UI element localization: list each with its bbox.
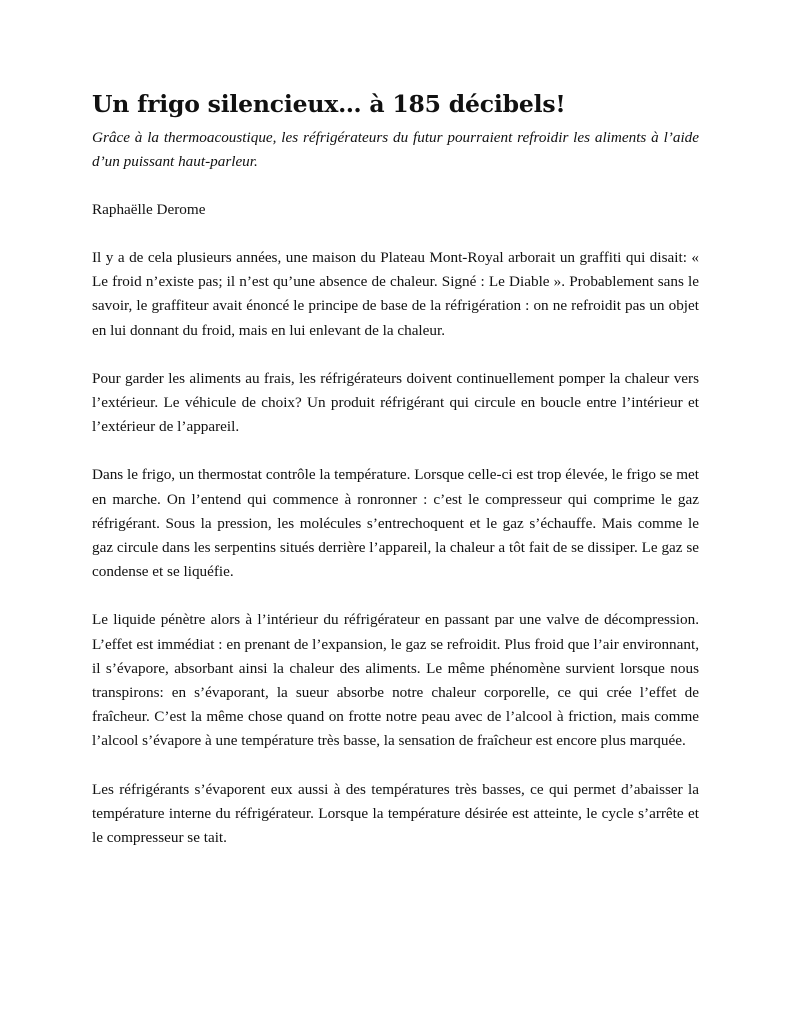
article-lede: Grâce à la thermoacoustique, les réfrigérateurs du futur pourraient refroidir les aliments à l’aide d’un puissant haut-parleur. (92, 129, 699, 170)
article-author: Raphaëlle Derome (92, 201, 206, 218)
article-paragraph: Pour garder les aliments au frais, les réfrigérateurs doivent continuellement pomper la chaleur vers l’extérieur. Le véhicule de choix? Un produit réfrigérant qui circule en boucle entre l’intérieur et l’extérieur de l’appareil. (92, 369, 699, 436)
article-title: Un frigo silencieux… à 185 décibels! (92, 90, 566, 118)
article-paragraph: Dans le frigo, un thermostat contrôle la température. Lorsque celle-ci est trop élevée, le frigo se met en marche. On l’entend qui commence à ronronner : c’est le compresseur qui comprime le gaz réfrigérant. Sous la pression, les molécules s’entrechoquent et le gaz s’échauffe. Mais comme le gaz circule dans les serpentins situés derrière l’appareil, la chaleur a tôt fait de se dissiper. Le gaz se condense et se liquéfie. (92, 466, 699, 581)
article (92, 88, 699, 874)
article-paragraph: Les réfrigérants s’évaporent eux aussi à des températures très basses, ce qui permet d’abaisser la température interne du réfrigérateur. Lorsque la température désirée est atteinte, le cycle s’arrête et le compresseur se tait. (92, 780, 699, 847)
article-paragraph: Il y a de cela plusieurs années, une maison du Plateau Mont-Royal arborait un graffiti qui disait: « Le froid n’existe pas; il n’est qu’une absence de chaleur. Signé : Le Diable ». Probablement sans le savoir, le graffiteur avait énoncé le principe de base de la réfrigération : on ne refroidit pas un objet en lui donnant du froid, mais en lui enlevant de la chaleur. (92, 249, 699, 339)
article-paragraph: Le liquide pénètre alors à l’intérieur du réfrigérateur en passant par une valve de décompression. L’effet est immédiat : en prenant de l’expansion, le gaz se refroidit. Plus froid que l’air environnant, il s’évapore, absorbant ainsi la chaleur des aliments. Le même phénomène survient lorsque nous transpirons: en s’évaporant, la sueur absorbe notre chaleur corporelle, ce qui crée l’effet de fraîcheur. C’est la même chose quand on frotte notre peau avec de l’alcool à friction, mais comme l’alcool s’évapore à une température très basse, la sensation de fraîcheur est encore plus marquée. (92, 611, 699, 750)
